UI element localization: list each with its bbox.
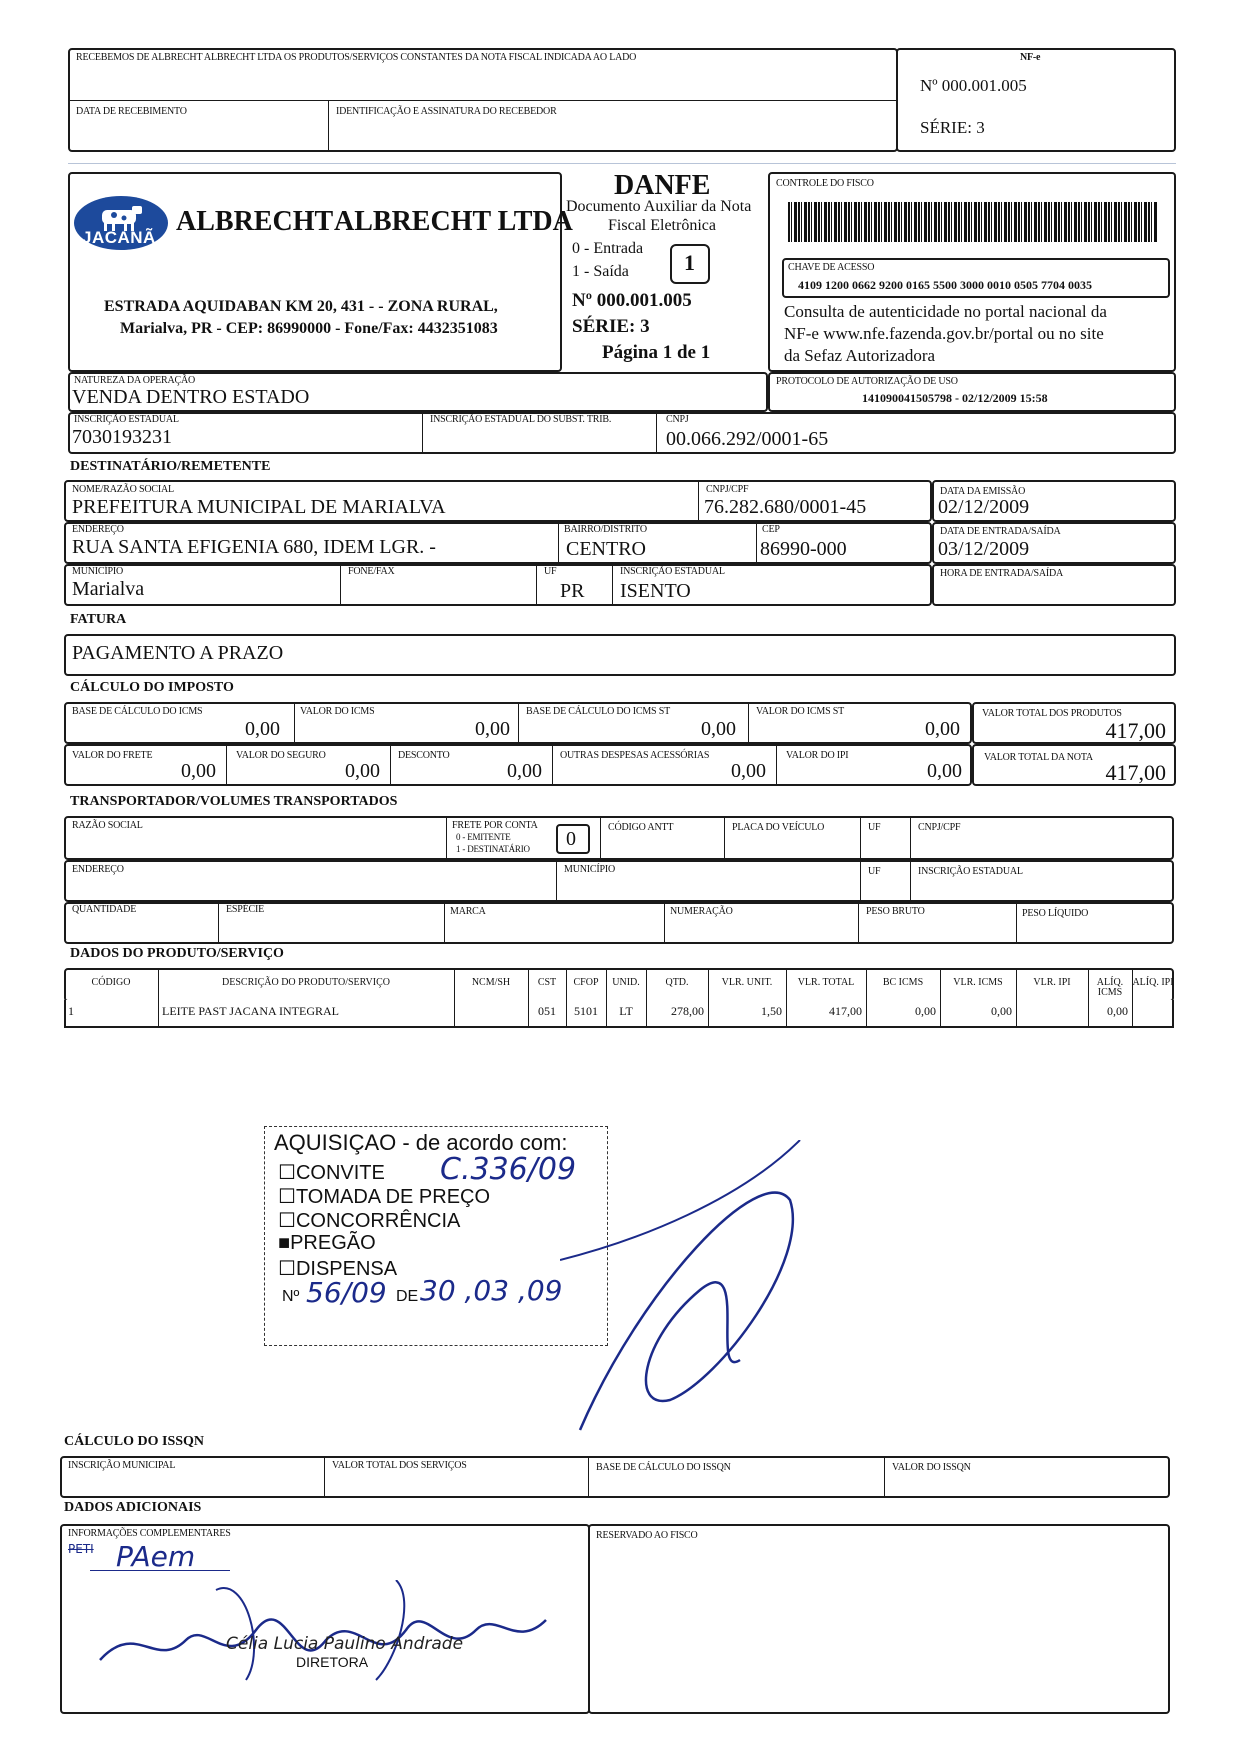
stamp-opt-tomada: ☐TOMADA DE PREÇO bbox=[278, 1186, 491, 1208]
recipient-r3-div1 bbox=[340, 564, 341, 606]
recipient-r3-div2 bbox=[536, 564, 537, 606]
product-header-aliq-ipi: ALÍQ. IPI bbox=[1132, 977, 1174, 988]
ie-divider-1 bbox=[422, 412, 423, 454]
transport-freight-label: FRETE POR CONTA bbox=[452, 820, 538, 831]
checkbox-empty-icon: ☐ bbox=[278, 1210, 296, 1232]
checkbox-empty-icon: ☐ bbox=[278, 1258, 296, 1280]
issqn-base-label: BASE DE CÁLCULO DO ISSQN bbox=[596, 1462, 731, 1473]
product-cell-cfop: 5101 bbox=[574, 1004, 598, 1018]
ie-value: 7030193231 bbox=[72, 426, 172, 448]
tax-r1-d2 bbox=[518, 702, 519, 744]
product-cell-icms: 0,00 bbox=[991, 1004, 1012, 1018]
issuer-name-full: ALBRECHT LTDA bbox=[334, 206, 573, 237]
uf-label: UF bbox=[544, 566, 557, 577]
recipient-ie-label: INSCRIÇÃO ESTADUAL bbox=[620, 566, 725, 577]
logo-text: JACANÃ bbox=[82, 228, 156, 247]
product-cell-aliq-icms: 0,00 bbox=[1107, 1004, 1128, 1018]
stamp-handwritten-code: C.336/09 bbox=[440, 1152, 577, 1187]
info-label: INFORMAÇÕES COMPLEMENTARES bbox=[68, 1528, 231, 1539]
discount-value: 0,00 bbox=[507, 760, 542, 782]
receipt-id-label: IDENTIFICAÇÃO E ASSINATURA DO RECEBEDOR bbox=[336, 106, 557, 117]
product-col-divider bbox=[866, 968, 867, 1028]
total-note-value: 417,00 bbox=[1105, 760, 1166, 785]
issqn-services-label: VALOR TOTAL DOS SERVIÇOS bbox=[332, 1460, 467, 1471]
product-col-divider bbox=[1088, 968, 1089, 1028]
product-cell-unit: LT bbox=[619, 1004, 633, 1018]
base-icms-label: BASE DE CÁLCULO DO ICMS bbox=[72, 706, 203, 717]
transport-r2-d2 bbox=[860, 860, 861, 902]
recipient-name-label: NOME/RAZÃO SOCIAL bbox=[72, 484, 174, 495]
ipi-label: VALOR DO IPI bbox=[786, 750, 849, 761]
product-col-divider bbox=[528, 968, 529, 1028]
product-col-divider bbox=[646, 968, 647, 1028]
transport-company-label: RAZÃO SOCIAL bbox=[72, 820, 143, 831]
base-st-label: BASE DE CÁLCULO DO ICMS ST bbox=[526, 706, 670, 717]
issuer-name-short: ALBRECHT bbox=[176, 206, 334, 237]
emission-value: 02/12/2009 bbox=[938, 496, 1030, 518]
receipt-date-label: DATA DE RECEBIMENTO bbox=[76, 106, 187, 117]
ie-label: INSCRIÇÃO ESTADUAL bbox=[74, 414, 179, 425]
ipi-value: 0,00 bbox=[927, 760, 962, 782]
checkbox-empty-icon: ☐ bbox=[278, 1162, 296, 1184]
stamp-opt-concorrencia: ☐CONCORRÊNCIA bbox=[278, 1210, 461, 1232]
transport-city-label: MUNICÍPIO bbox=[564, 864, 615, 875]
recipient-cnpj-value: 76.282.680/0001-45 bbox=[704, 496, 867, 518]
address-label: ENDEREÇO bbox=[72, 524, 124, 535]
base-icms-value: 0,00 bbox=[245, 718, 280, 740]
transport-r2-d1 bbox=[556, 860, 557, 902]
transport-freight-opt1: 1 - DESTINATÁRIO bbox=[456, 844, 530, 854]
transport-uf-label: UF bbox=[868, 822, 881, 833]
transport-r1-d4 bbox=[860, 816, 861, 860]
transport-r2-d3 bbox=[910, 860, 911, 902]
fisco-control-label: CONTROLE DO FISCO bbox=[776, 178, 874, 189]
stamp-number-prefix: Nº bbox=[282, 1288, 300, 1305]
transport-r3-d5 bbox=[1016, 902, 1017, 944]
consult-line-3: da Sefaz Autorizadora bbox=[784, 346, 936, 365]
danfe-title: DANFE bbox=[614, 170, 711, 201]
brand-label: MARCA bbox=[450, 906, 486, 917]
nature-label: NATUREZA DA OPERAÇÃO bbox=[74, 375, 196, 386]
nature-value: VENDA DENTRO ESTADO bbox=[72, 386, 310, 408]
issuer-address-1: ESTRADA AQUIDABAN KM 20, 431 - - ZONA RURAL, bbox=[104, 298, 498, 315]
recipient-row3 bbox=[64, 564, 932, 606]
issqn-section: CÁLCULO DO ISSQN bbox=[64, 1434, 205, 1449]
qty-label: QUANTIDADE bbox=[72, 904, 137, 915]
reserved-box bbox=[588, 1524, 1170, 1714]
product-header-code: CÓDIGO bbox=[91, 977, 131, 988]
transport-uf2-label: UF bbox=[868, 866, 881, 877]
product-header-unit-price: VLR. UNIT. bbox=[721, 977, 773, 988]
tax-r2-d4 bbox=[776, 744, 777, 786]
transport-freight-opt0: 0 - EMITENTE bbox=[456, 832, 511, 842]
transport-r3-d4 bbox=[858, 902, 859, 944]
transport-r1-d2 bbox=[600, 816, 601, 860]
protocol-label: PROTOCOLO DE AUTORIZAÇÃO DE USO bbox=[776, 376, 958, 387]
tax-r2-d3 bbox=[552, 744, 553, 786]
transport-r3-d3 bbox=[664, 902, 665, 944]
total-products-value: 417,00 bbox=[1105, 718, 1166, 743]
scribble-signature bbox=[560, 1140, 820, 1440]
tax-r1-d3 bbox=[748, 702, 749, 744]
stamp-opt-convite: ☐CONVITE bbox=[278, 1162, 385, 1184]
product-col-divider bbox=[454, 968, 455, 1028]
cep-label: CEP bbox=[762, 524, 780, 535]
checkbox-checked-icon: ■ bbox=[278, 1232, 291, 1254]
reserved-label: RESERVADO AO FISCO bbox=[596, 1530, 698, 1541]
note-underline bbox=[90, 1570, 230, 1571]
transport-section: TRANSPORTADOR/VOLUMES TRANSPORTADOS bbox=[70, 794, 398, 809]
barcode bbox=[788, 202, 1158, 242]
freight-label: VALOR DO FRETE bbox=[72, 750, 153, 761]
tax-section: CÁLCULO DO IMPOSTO bbox=[70, 680, 234, 695]
icms-st-label: VALOR DO ICMS ST bbox=[756, 706, 845, 717]
transport-freight-value: 0 bbox=[566, 828, 576, 850]
district-label: BAIRRO/DISTRITO bbox=[564, 524, 647, 535]
receipt-vdivider bbox=[328, 100, 329, 152]
issqn-d1 bbox=[324, 1456, 325, 1498]
product-header-cfop: CFOP bbox=[573, 977, 599, 988]
total-products-label: VALOR TOTAL DOS PRODUTOS bbox=[982, 708, 1122, 719]
gross-label: PESO BRUTO bbox=[866, 906, 925, 917]
antt-label: CÓDIGO ANTT bbox=[608, 822, 674, 833]
product-cell-code: 1 bbox=[68, 1004, 74, 1018]
phone-label: FONE/FAX bbox=[348, 566, 395, 577]
insurance-label: VALOR DO SEGURO bbox=[236, 750, 326, 761]
transport-ie-label: INSCRIÇÃO ESTADUAL bbox=[918, 866, 1023, 877]
transport-r1-d3 bbox=[724, 816, 725, 860]
danfe-number: Nº 000.001.005 bbox=[572, 290, 692, 311]
protocol-value: 141090041505798 - 02/12/2009 15:58 bbox=[862, 391, 1048, 405]
other-value: 0,00 bbox=[731, 760, 766, 782]
issqn-d2 bbox=[588, 1456, 589, 1498]
nfe-label: NF-e bbox=[1020, 52, 1041, 63]
other-label: OUTRAS DESPESAS ACESSÓRIAS bbox=[560, 750, 710, 761]
product-header-cst: CST bbox=[537, 977, 557, 988]
insurance-value: 0,00 bbox=[345, 760, 380, 782]
ie-divider-2 bbox=[656, 412, 657, 454]
species-label: ESPÉCIE bbox=[226, 904, 265, 915]
signature-name: Célia Lucia Paulino Andrade bbox=[226, 1634, 464, 1654]
product-col-divider bbox=[606, 968, 607, 1028]
access-key-value: 4109 1200 0662 9200 0165 5500 3000 0010 0505 7704 0035 bbox=[798, 278, 1092, 292]
discount-label: DESCONTO bbox=[398, 750, 450, 761]
numbering-label: NUMERAÇÃO bbox=[670, 906, 733, 917]
product-header-total: VLR. TOTAL bbox=[797, 977, 855, 988]
ie-st-label: INSCRIÇÃO ESTADUAL DO SUBST. TRIB. bbox=[430, 414, 612, 425]
uf-value: PR bbox=[560, 580, 585, 602]
recipient-r1-div bbox=[698, 480, 699, 522]
signature-title: DIRETORA bbox=[296, 1654, 369, 1670]
transport-address-label: ENDEREÇO bbox=[72, 864, 124, 875]
product-col-divider bbox=[940, 968, 941, 1028]
city-label: MUNICÍPIO bbox=[72, 566, 123, 577]
issuer-address-2: Marialva, PR - CEP: 86990000 - Fone/Fax: 4432351083 bbox=[120, 320, 498, 337]
product-col-divider bbox=[566, 968, 567, 1028]
recipient-r2-div1 bbox=[558, 522, 559, 564]
cnpj-value: 00.066.292/0001-65 bbox=[666, 428, 829, 450]
receipt-divider bbox=[68, 100, 898, 101]
transport-r3-d2 bbox=[444, 902, 445, 944]
entry-value: 03/12/2009 bbox=[938, 538, 1030, 560]
stamp-opt-pregao: ■PREGÃO bbox=[278, 1232, 376, 1254]
checkbox-empty-icon: ☐ bbox=[278, 1186, 296, 1208]
plate-label: PLACA DO VEÍCULO bbox=[732, 822, 825, 833]
product-cell-bc-icms: 0,00 bbox=[915, 1004, 936, 1018]
product-header-ncm: NCM/SH bbox=[471, 977, 511, 988]
issqn-municipal-label: INSCRIÇÃO MUNICIPAL bbox=[68, 1460, 176, 1471]
time-label: HORA DE ENTRADA/SAÍDA bbox=[940, 568, 1064, 579]
additional-section: DADOS ADICIONAIS bbox=[64, 1500, 202, 1515]
recipient-r2-div2 bbox=[756, 522, 757, 564]
danfe-entrada: 0 - Entrada bbox=[572, 240, 644, 257]
tax-r2-d2 bbox=[390, 744, 391, 786]
recipient-cnpj-label: CNPJ/CPF bbox=[706, 484, 749, 495]
product-header-icms: VLR. ICMS bbox=[953, 977, 1003, 988]
danfe-subtitle-2: Fiscal Eletrônica bbox=[608, 217, 716, 234]
product-header-ipi: VLR. IPI bbox=[1033, 977, 1071, 988]
recipient-ie-value: ISENTO bbox=[620, 580, 691, 602]
cut-line bbox=[68, 163, 1176, 164]
net-label: PESO LÍQUIDO bbox=[1022, 908, 1089, 919]
products-section: DADOS DO PRODUTO/SERVIÇO bbox=[70, 946, 284, 961]
consult-line-1: Consulta de autenticidade no portal nacional da bbox=[784, 302, 1107, 321]
product-cell-total: 417,00 bbox=[829, 1004, 862, 1018]
ie-row-box bbox=[68, 412, 1176, 454]
nfe-series: SÉRIE: 3 bbox=[920, 118, 985, 137]
nfe-number: Nº 000.001.005 bbox=[920, 76, 1027, 95]
cep-value: 86990-000 bbox=[760, 538, 847, 560]
address-value: RUA SANTA EFIGENIA 680, IDEM LGR. - bbox=[72, 536, 436, 558]
product-col-divider bbox=[708, 968, 709, 1028]
product-header-aliq-icms: ALÍQ. ICMS bbox=[1096, 977, 1124, 998]
issqn-value-label: VALOR DO ISSQN bbox=[892, 1462, 971, 1473]
transport-r1-d1 bbox=[446, 816, 447, 860]
base-st-value: 0,00 bbox=[701, 718, 736, 740]
freight-value: 0,00 bbox=[181, 760, 216, 782]
access-key-label: CHAVE DE ACESSO bbox=[788, 262, 875, 273]
product-col-divider bbox=[1016, 968, 1017, 1028]
district-value: CENTRO bbox=[566, 538, 646, 560]
invoice-section: FATURA bbox=[70, 612, 127, 627]
product-cell-description: LEITE PAST JACANA INTEGRAL bbox=[162, 1004, 340, 1018]
total-note-label: VALOR TOTAL DA NOTA bbox=[984, 752, 1093, 763]
stamp-date-prefix: DE bbox=[396, 1288, 419, 1305]
danfe-page: Página 1 de 1 bbox=[602, 342, 711, 363]
product-col-divider bbox=[786, 968, 787, 1028]
stamp-number-value: 56/09 bbox=[306, 1276, 387, 1309]
product-col-divider bbox=[158, 968, 159, 1028]
invoice-value: PAGAMENTO A PRAZO bbox=[72, 642, 284, 664]
danfe-type-value: 1 bbox=[684, 250, 695, 275]
danfe-subtitle-1: Documento Auxiliar da Nota bbox=[566, 198, 752, 215]
receipt-statement: RECEBEMOS DE ALBRECHT ALBRECHT LTDA OS PRODUTOS/SERVIÇOS CONSTANTES DA NOTA FISCAL INDICADA AO LADO bbox=[76, 52, 637, 63]
struck-note: PETI bbox=[68, 1542, 94, 1556]
product-cell-cst: 051 bbox=[538, 1004, 556, 1018]
transport-cnpj-label: CNPJ/CPF bbox=[918, 822, 961, 833]
stamp-opt-dispensa: ☐DISPENSA bbox=[278, 1258, 398, 1280]
consult-line-2: NF-e www.nfe.fazenda.gov.br/portal ou no site bbox=[784, 324, 1104, 343]
recipient-name-value: PREFEITURA MUNICIPAL DE MARIALVA bbox=[72, 496, 446, 518]
issqn-d3 bbox=[884, 1456, 885, 1498]
stamp-title: AQUISIÇAO - de acordo com: bbox=[274, 1130, 568, 1155]
product-header-qty: QTD. bbox=[665, 977, 689, 988]
transport-r1-d5 bbox=[910, 816, 911, 860]
icms-st-value: 0,00 bbox=[925, 718, 960, 740]
cnpj-label: CNPJ bbox=[666, 414, 689, 425]
recipient-section: DESTINATÁRIO/REMETENTE bbox=[70, 459, 271, 474]
product-cell-qty: 278,00 bbox=[671, 1004, 704, 1018]
city-value: Marialva bbox=[72, 578, 145, 600]
recipient-r3-div3 bbox=[612, 564, 613, 606]
handwritten-note: PAem bbox=[116, 1540, 196, 1573]
danfe-saida: 1 - Saída bbox=[572, 263, 629, 280]
product-header-unit: UNID. bbox=[612, 977, 640, 988]
icms-label: VALOR DO ICMS bbox=[300, 706, 375, 717]
product-header-description: DESCRIÇÃO DO PRODUTO/SERVIÇO bbox=[222, 977, 390, 988]
product-header-bc-icms: BC ICMS bbox=[882, 977, 924, 988]
stamp-date-value: 30 ,03 ,09 bbox=[420, 1274, 563, 1307]
transport-r3-d1 bbox=[218, 902, 219, 944]
entry-label: DATA DE ENTRADA/SAÍDA bbox=[940, 526, 1061, 537]
emission-label: DATA DA EMISSÃO bbox=[940, 486, 1026, 497]
tax-r2-d1 bbox=[226, 744, 227, 786]
danfe-series: SÉRIE: 3 bbox=[572, 316, 650, 337]
product-cell-unit-price: 1,50 bbox=[761, 1004, 782, 1018]
icms-value: 0,00 bbox=[475, 718, 510, 740]
tax-r1-d1 bbox=[294, 702, 295, 744]
